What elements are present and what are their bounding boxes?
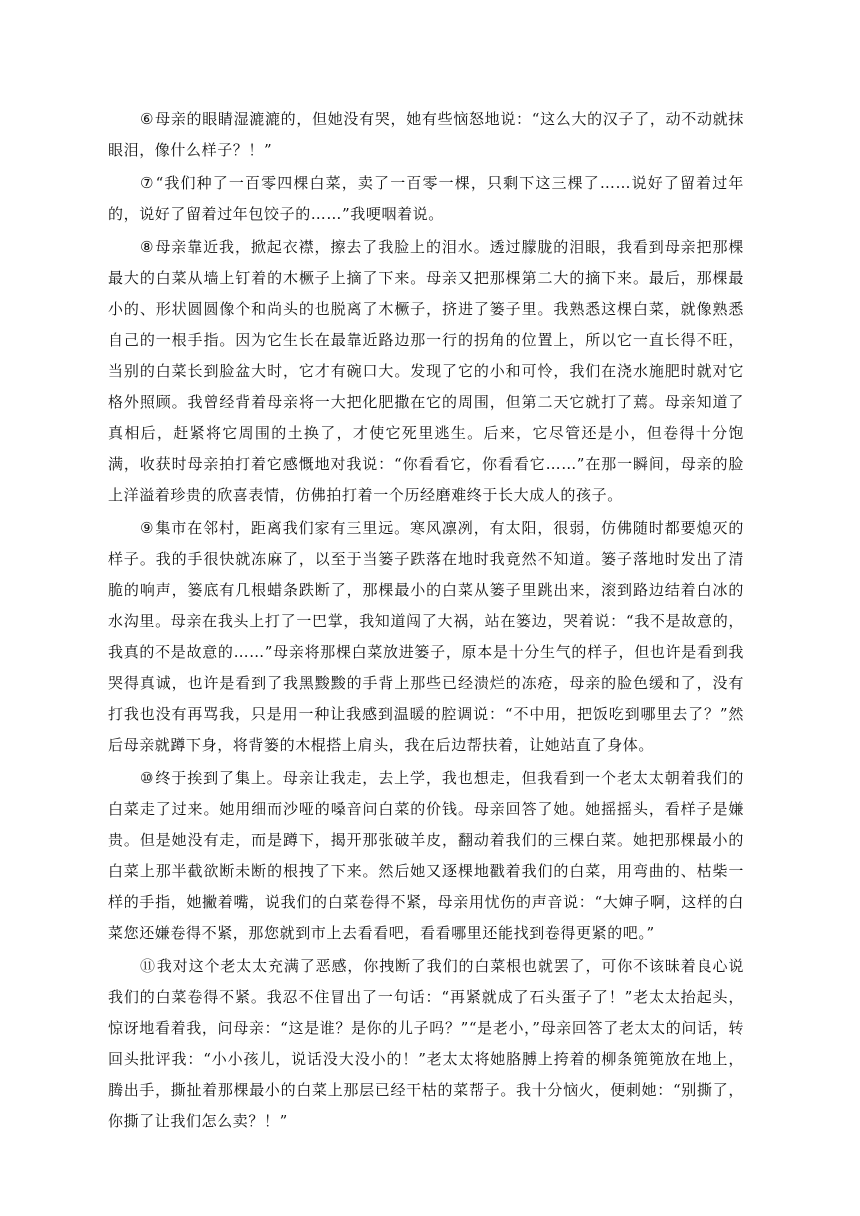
paragraph-text: 终于挨到了集上。母亲让我走，去上学，我也想走，但我看到一个老太太朝着我们的白菜走了过来。她用细而沙哑的嗓音问白菜的价钱。母亲回答了她。她摇摇头，看样子是嫌贵。但是她没有走，而是蹲下，揭开那张破羊皮，翻动着我们的三棵白菜。她把那棵最小的白菜上那半截欲断未断的根拽了下来。然后她又逐棵地戳着我们的白菜，用弯曲的、枯柴一样的手指，她撇着嘴，说我们的白菜卷得不紧，母亲用忧伤的声音说：“大婶子啊，这样的白菜您还嫌卷得不紧，那您就到市上去看看吧，看看哪里还能找到卷得更紧的吧。” (108, 769, 744, 942)
paragraph-11 (108, 951, 744, 1137)
document-page (108, 104, 744, 1139)
paragraph-text: 母亲的眼睛湿漉漉的，但她没有哭，她有些恼怒地说：“这么大的汉子了，动不动就抹眼泪，像什么样子？！” (108, 110, 744, 159)
paragraph-number: ⑩ (140, 769, 155, 787)
paragraph-8 (108, 232, 744, 511)
paragraph-6 (108, 104, 744, 166)
paragraph-text: 集市在邻村，距离我们家有三里远。寒风凛冽，有太阳，很弱，仿佛随时都要熄灭的样子。我的手很快就冻麻了，以至于当篓子跌落在地时我竟然不知道。篓子落地时发出了清脆的响声，篓底有几根蜡条跌断了，那棵最小的白菜从篓子里跳出来，滚到路边结着白冰的水沟里。母亲在我头上打了一巴掌，我知道闯了大祸，站在篓边，哭着说：“我不是故意的，我真的不是故意的……”母亲将那棵白菜放进篓子，原本是十分生气的样子，但也许是看到我哭得真诚，也许是看到了我黑黢黢的手背上那些已经溃烂的冻疮，母亲的脸色缓和了，没有打我也没有再骂我，只是用一种让我感到温暖的腔调说：“不中用，把饭吃到哪里去了？”然后母亲就蹲下身，将背篓的木棍搭上肩头，我在后边帮扶着，让她站直了身体。 (108, 519, 744, 754)
paragraph-number: ⑥ (140, 110, 155, 128)
paragraph-text: 我对这个老太太充满了恶感，你拽断了我们的白菜根也就罢了，可你不该昧着良心说我们的白菜卷得不紧。我忍不住冒出了一句话：“再紧就成了石头蛋子了！”老太太抬起头，惊讶地看着我，问母亲：“这是谁？是你的儿子吗？”“是老小，”母亲回答了老太太的问话，转回头批评我：“小小孩儿，说话没大没小的！”老太太将她胳膊上挎着的柳条篼篼放在地上，腾出手，撕扯着那棵最小的白菜上那层已经干枯的菜帮子。我十分恼火，便刺她：“别撕了，你撕了让我们怎么卖？！” (108, 957, 744, 1130)
paragraph-text: “我们种了一百零四棵白菜，卖了一百零一棵，只剩下这三棵了……说好了留着过年的，说好了留着过年包饺子的……”我哽咽着说。 (108, 174, 744, 223)
paragraph-number: ⑨ (140, 519, 155, 537)
paragraph-text: 母亲靠近我，掀起衣襟，擦去了我脸上的泪水。透过朦胧的泪眼，我看到母亲把那棵最大的白菜从墙上钉着的木橛子上摘了下来。母亲又把那棵第二大的摘下来。最后，那棵最小的、形状圆圆像个和尚头的也脱离了木橛子，挤进了篓子里。我熟悉这棵白菜，就像熟悉自己的一根手指。因为它生长在最靠近路边那一行的拐角的位置上，所以它一直长得不旺，当别的白菜长到脸盆大时，它才有碗口大。发现了它的小和可怜，我们在浇水施肥时就对它格外照顾。我曾经背着母亲将一大把化肥撒在它的周围，但第二天它就打了蔫。母亲知道了真相后，赶紧将它周围的土换了，才使它死里逃生。后来，它尽管还是小，但卷得十分饱满，收获时母亲拍打着它感慨地对我说：“你看看它，你看看它……”在那一瞬间，母亲的脸上洋溢着珍贵的欣喜表情，仿佛拍打着一个历经磨难终于长大成人的孩子。 (108, 238, 744, 504)
paragraph-7 (108, 168, 744, 230)
paragraph-10 (108, 763, 744, 949)
paragraph-number: ⑦ (140, 174, 155, 192)
paragraph-9 (108, 513, 744, 761)
paragraph-number: ⑧ (140, 238, 155, 256)
paragraph-number: ⑪ (140, 957, 156, 975)
